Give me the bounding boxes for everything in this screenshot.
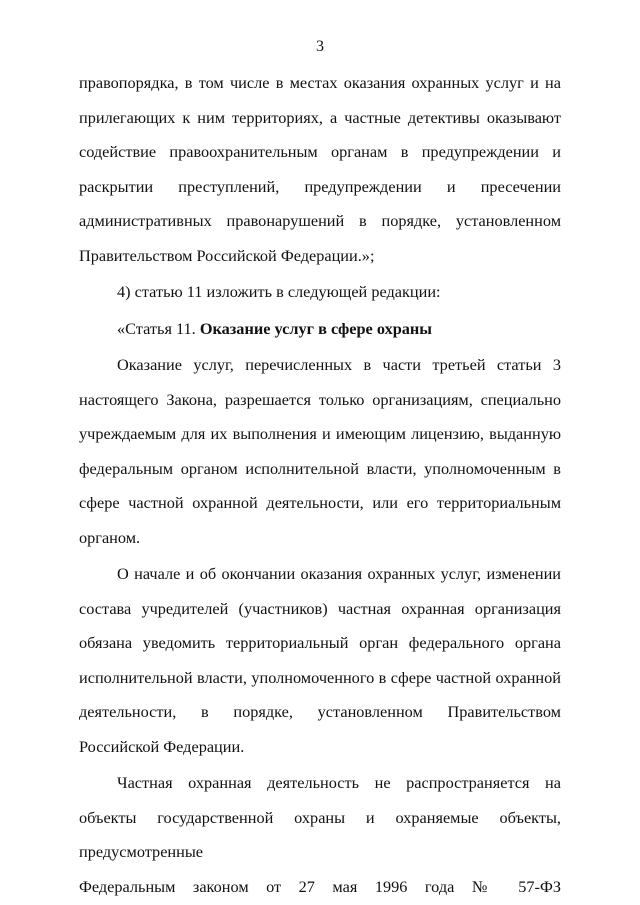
- paragraph-article-part-3-continued: Федеральным законом от 27 мая 1996 года № 57-ФЗ: [79, 876, 561, 896]
- paragraph-continuation: правопорядка, в том числе в местах оказания охранных услуг и на прилегающих к ним территориях, а частные детективы оказывают содействие правоохранительным органам в предупреждении и раскрытии преступлений, предупреждении и пресечении административных правонарушений в порядке, установленном Правительством Российской Федерации.»;: [79, 73, 561, 265]
- article-number: «Статья 11.: [117, 318, 200, 338]
- article-title: Оказание услуг в сфере охраны: [199, 318, 432, 338]
- document-body: [79, 66, 561, 904]
- article-heading: [79, 312, 561, 347]
- page-number: 3: [316, 38, 324, 55]
- paragraph-article-part-2: О начале и об окончании оказания охранных услуг, изменении состава учредителей (участников) частная охранная организация обязана уведомить территориальный орган федерального органа исполнительной власти, уполномоченного в сфере частной охранной деятельности, в порядке, установленном Правительством Российской Федерации.: [79, 564, 561, 756]
- paragraph-article-part-3: Частная охранная деятельность не распространяется на объекты государственной охраны и охраняемые объекты, предусмотренные: [79, 773, 561, 861]
- paragraph-amendment-item: 4) статью 11 изложить в следующей редакции:: [117, 282, 441, 301]
- paragraph-article-part-1: Оказание услуг, перечисленных в части третьей статьи 3 настоящего Закона, разрешается только организациям, специально учреждаемым для их выполнения и имеющим лицензию, выданную федеральным органом исполнительной власти, уполномоченным в сфере частной охранной деятельности, или его территориальным органом.: [79, 355, 561, 547]
